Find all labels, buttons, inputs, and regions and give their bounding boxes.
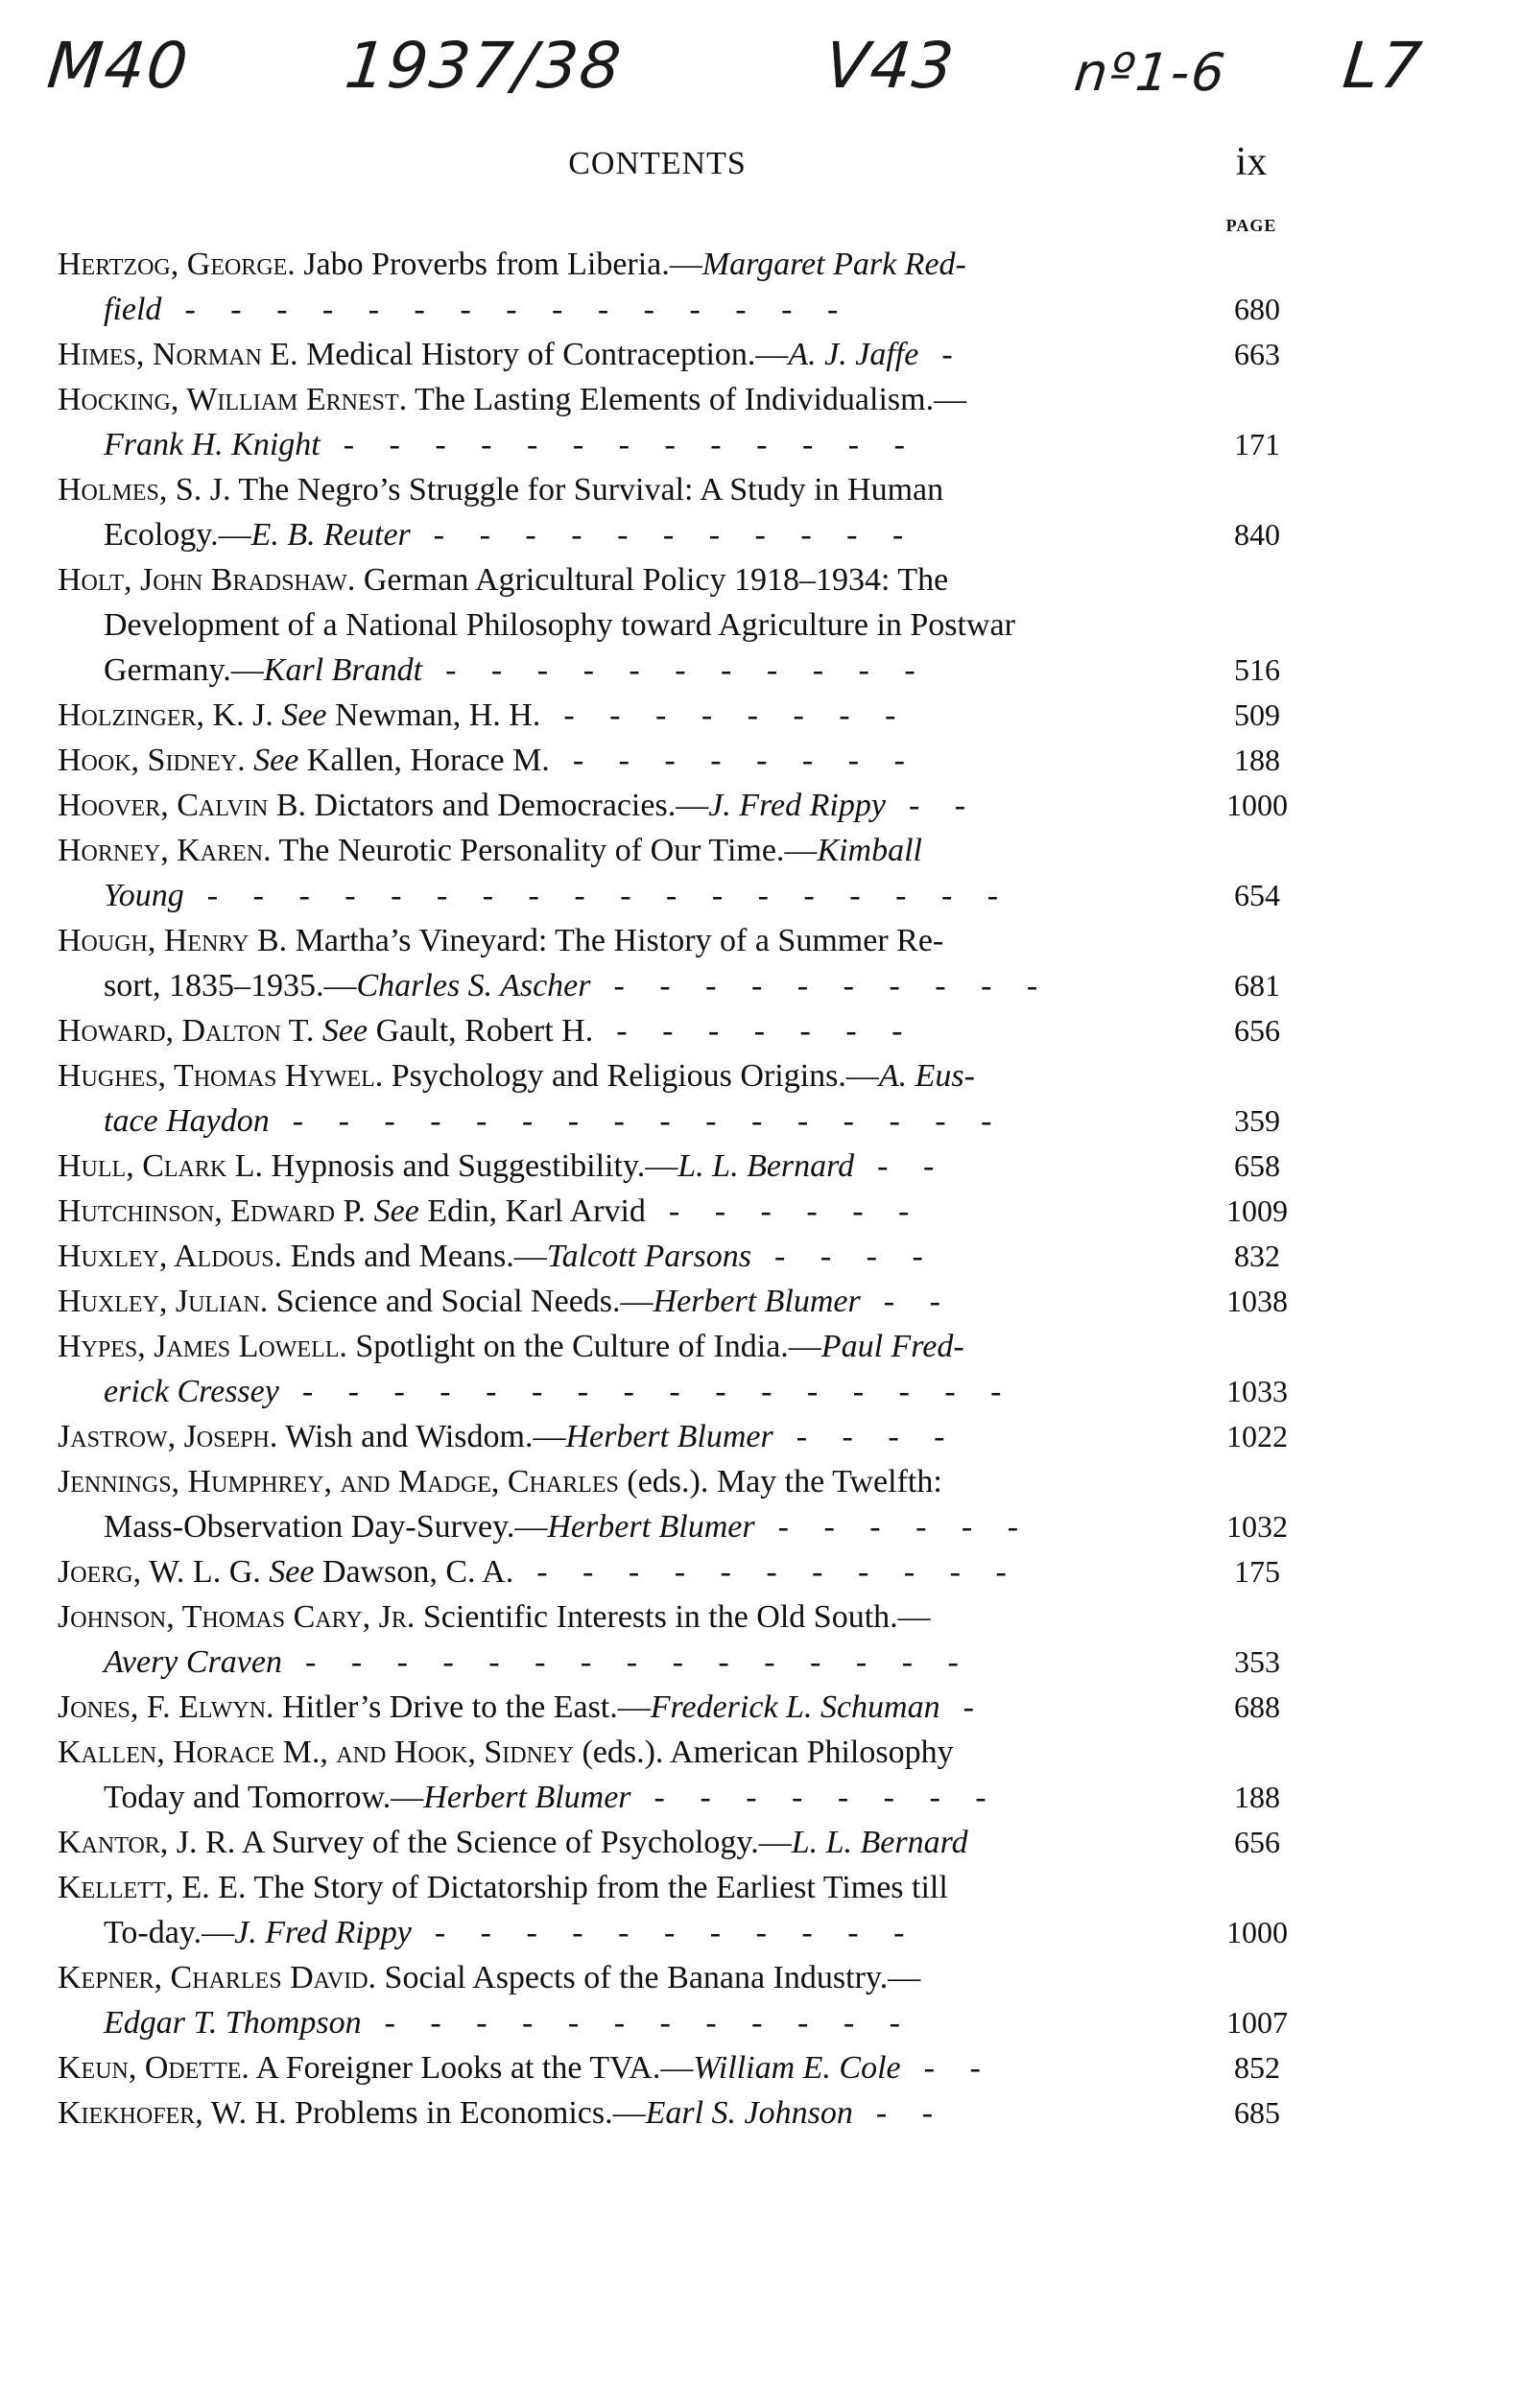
leader-dots: - - <box>883 1284 954 1319</box>
entry-italic: Frederick L. Schuman <box>650 1689 940 1725</box>
entry-page-number: 658 <box>1234 1148 1280 1183</box>
entry-author: Holt, John Bradshaw. <box>58 562 356 598</box>
entry-line <box>58 1324 1300 1369</box>
entry-page-number: 680 <box>1234 292 1280 326</box>
entry-page-number: 175 <box>1234 1554 1280 1589</box>
entry-author: Keun, Odette. <box>58 2050 250 2086</box>
entry-page-number: 654 <box>1234 878 1280 912</box>
entry-author: Huxley, Aldous. <box>58 1239 283 1274</box>
entry-text: Dawson, C. A. <box>314 1554 514 1590</box>
contents-entry <box>58 377 1300 467</box>
entry-text: Problems in Economics.— <box>286 2095 646 2131</box>
entry-author: Hypes, James Lowell. <box>58 1329 347 1364</box>
contents-entry <box>58 1549 1300 1594</box>
entry-text: Medical History of Contraception.— <box>297 337 789 372</box>
leader-dots: - - - - - - - - - - - - - - - - - - <box>206 878 1012 913</box>
leader-dots: - - - - - - <box>777 1509 1033 1545</box>
entry-author: Hutchinson, Edward P. <box>58 1193 367 1229</box>
entry-line <box>58 557 1300 602</box>
contents-entry <box>58 1234 1300 1279</box>
entry-author: Kepner, Charles David. <box>58 1960 377 1995</box>
leader-dots: - - - - - - - - - - - - - - - <box>184 292 852 327</box>
entry-page-number: 1000 <box>1226 1915 1288 1949</box>
entry-italic: See <box>253 743 299 778</box>
entry-page-number: 1032 <box>1226 1509 1288 1544</box>
entry-text: The Lasting Elements of Individualism.— <box>407 382 967 417</box>
contents-entry <box>58 693 1300 738</box>
entry-italic: See <box>269 1554 315 1590</box>
entry-author: Hertzog, George. <box>58 247 296 282</box>
page-column-label: PAGE <box>1225 216 1277 235</box>
entry-italic: Talcott Parsons <box>546 1239 751 1274</box>
entry-line <box>58 1775 1300 1820</box>
contents-entry <box>58 1865 1300 1955</box>
entry-author: Holzinger, K. J. <box>58 697 273 733</box>
entry-text <box>261 1554 270 1590</box>
entry-text <box>246 743 254 778</box>
entry-italic: Herbert Blumer <box>565 1419 773 1454</box>
entry-text <box>273 697 282 733</box>
entry-line <box>58 242 1300 287</box>
leader-dots: - - - - - - - - - - - <box>536 1554 1020 1590</box>
entry-author: Himes, Norman E. <box>58 337 298 372</box>
entry-italic: See <box>321 1013 368 1049</box>
entry-line <box>58 1279 1300 1324</box>
contents-entry <box>58 738 1300 783</box>
leader-dots: - - <box>923 2050 994 2086</box>
entry-line <box>58 377 1300 422</box>
entry-line <box>58 738 1300 783</box>
contents-entry <box>58 1144 1300 1189</box>
entry-line <box>58 1910 1300 1955</box>
entry-italic: See <box>373 1193 419 1229</box>
leader-dots: - <box>963 1689 987 1725</box>
contents-entry <box>58 1324 1300 1414</box>
entry-author: Kantor, J. R. <box>58 1825 236 1860</box>
entry-author: Jennings, Humphrey, and Madge, Charles <box>58 1464 619 1499</box>
page-title: CONTENTS <box>568 146 747 181</box>
entry-text: Today and Tomorrow.— <box>104 1780 424 1815</box>
contents-entry <box>58 1955 1300 2045</box>
entry-text: The Neurotic Personality of Our Time.— <box>271 833 818 868</box>
entry-text: sort, 1835–1935.— <box>104 968 357 1003</box>
leader-dots: - - - - - - - - - - - - - - - - <box>301 1374 1015 1409</box>
entry-line <box>58 2000 1300 2045</box>
entry-line <box>58 1008 1300 1053</box>
entry-italic: field <box>104 292 162 327</box>
entry-line <box>58 467 1300 512</box>
entry-author: Huxley, Julian. <box>58 1284 269 1319</box>
entry-line <box>58 1730 1300 1775</box>
entry-author: Holmes, S. J. <box>58 472 231 508</box>
entry-author: Hull, Clark L. <box>58 1148 263 1184</box>
annotation-mark-2: 1937/38 <box>341 29 627 103</box>
entry-page-number: 516 <box>1234 652 1280 687</box>
entry-italic: Karl Brandt <box>263 652 423 688</box>
entry-page-number: 359 <box>1234 1103 1280 1138</box>
entry-italic: J. Fred Rippy <box>234 1915 412 1950</box>
entry-line <box>58 783 1300 828</box>
entry-line <box>58 1865 1300 1910</box>
entry-italic: Margaret Park Red- <box>701 247 966 282</box>
entry-author: Jones, F. Elwyn. <box>58 1689 274 1725</box>
entry-italic: Frank H. Knight <box>104 427 321 462</box>
contents-entry <box>58 1685 1300 1730</box>
entry-italic: Charles S. Ascher <box>356 968 591 1003</box>
entry-italic: Herbert Blumer <box>547 1509 755 1545</box>
entry-author: Howard, Dalton T. <box>58 1013 315 1049</box>
entry-line <box>58 602 1300 648</box>
entry-text: A Survey of the Science of Psychology.— <box>235 1825 792 1860</box>
entry-italic: L. L. Bernard <box>791 1825 968 1860</box>
entry-text: Martha’s Vineyard: The History of a Summer Re- <box>287 923 944 958</box>
contents-entry <box>58 2045 1300 2090</box>
entry-text: Ecology.— <box>104 517 251 553</box>
entry-line <box>58 2045 1300 2090</box>
contents-entry <box>58 1414 1300 1459</box>
leader-dots: - - <box>875 2095 947 2131</box>
entry-text: Germany.— <box>104 652 264 688</box>
leader-dots: - - <box>877 1148 948 1184</box>
entry-page-number: 1000 <box>1226 788 1288 822</box>
annotation-mark-4: nº1-6 <box>1071 42 1230 103</box>
entry-italic: Herbert Blumer <box>423 1780 631 1815</box>
entry-text: Psychology and Religious Origins.— <box>383 1058 879 1094</box>
contents-entry <box>58 1008 1300 1053</box>
entry-line <box>58 422 1300 467</box>
entry-author: Kallen, Horace M., and Hook, Sidney <box>58 1735 574 1770</box>
entry-line <box>58 1234 1300 1279</box>
entry-line <box>58 648 1300 693</box>
leader-dots: - - - - - - - - - - - <box>433 517 917 553</box>
entry-line <box>58 873 1300 918</box>
leader-dots: - - - - - - - - - - - - - <box>343 427 918 462</box>
entry-page-number: 688 <box>1234 1689 1280 1724</box>
entry-text: Hitler’s Drive to the East.— <box>273 1689 651 1725</box>
entry-italic: Herbert Blumer <box>653 1284 861 1319</box>
entry-text: Science and Social Needs.— <box>268 1284 654 1319</box>
entry-line <box>58 963 1300 1008</box>
entry-italic: erick Cressey <box>104 1374 279 1409</box>
entry-line <box>58 1594 1300 1640</box>
leader-dots: - - - - - - - - - - - - - - - - <box>292 1103 1006 1139</box>
entry-author: Hough, Henry B. <box>58 923 288 958</box>
entry-italic: A. Eus- <box>878 1058 975 1094</box>
leader-dots: - - - - - - - - - - - <box>434 1915 918 1950</box>
leader-dots: - <box>941 337 966 372</box>
entry-text: Wish and Wisdom.— <box>277 1419 566 1454</box>
annotation-mark-3: V43 <box>820 29 960 103</box>
entry-author: Horney, Karen. <box>58 833 272 868</box>
entry-author: Hoover, Calvin B. <box>58 788 307 823</box>
contents-entry <box>58 242 1300 332</box>
contents-entry <box>58 1279 1300 1324</box>
entry-text: To-day.— <box>104 1915 235 1950</box>
leader-dots: - - - - - - - - - - - - - - - <box>305 1644 972 1680</box>
annotation-mark-1: M40 <box>43 29 193 103</box>
entry-text: Spotlight on the Culture of India.— <box>346 1329 821 1364</box>
entry-line <box>58 1549 1300 1594</box>
leader-dots: - - - - <box>796 1419 959 1454</box>
contents-entry <box>58 1459 1300 1549</box>
entry-line <box>58 1369 1300 1414</box>
entry-text: Edin, Karl Arvid <box>418 1193 646 1229</box>
entry-italic: tace Haydon <box>104 1103 270 1139</box>
leader-dots: - - - - - - - - <box>572 743 918 778</box>
entry-text <box>314 1013 322 1049</box>
entry-text: Kallen, Horace M. <box>298 743 550 778</box>
leader-dots: - - - - - - - <box>616 1013 916 1049</box>
entry-line <box>58 1955 1300 2000</box>
entry-line <box>58 332 1300 377</box>
contents-entry <box>58 467 1300 557</box>
entry-page-number: 663 <box>1234 337 1280 371</box>
entry-page-number: 852 <box>1234 2050 1280 2085</box>
entry-page-number: 353 <box>1234 1644 1280 1679</box>
entry-line <box>58 1685 1300 1730</box>
entry-text: Mass-Observation Day-Survey.— <box>104 1509 548 1545</box>
entry-italic: William E. Cole <box>693 2050 901 2086</box>
entry-line <box>58 1189 1300 1234</box>
entry-line <box>58 1640 1300 1685</box>
leader-dots: - - - - <box>774 1239 937 1274</box>
entry-text: Gault, Robert H. <box>368 1013 594 1049</box>
entry-page-number: 188 <box>1234 743 1280 777</box>
entry-text: (eds.). American Philosophy <box>573 1735 954 1770</box>
entry-page-number: 1038 <box>1226 1284 1288 1318</box>
entry-text: German Agricultural Policy 1918–1934: The <box>355 562 949 598</box>
entry-text: Newman, H. H. <box>326 697 541 733</box>
contents-list <box>58 242 1300 2136</box>
annotation-mark-5: L7 <box>1339 29 1427 103</box>
entry-italic: J. Fred Rippy <box>708 788 886 823</box>
entry-page-number: 1009 <box>1226 1193 1288 1228</box>
entry-italic: L. L. Bernard <box>677 1148 855 1184</box>
contents-entry <box>58 1594 1300 1685</box>
entry-italic: Earl S. Johnson <box>645 2095 853 2131</box>
leader-dots: - - <box>908 788 980 823</box>
entry-italic: See <box>281 697 327 733</box>
entry-author: Joerg, W. L. G. <box>58 1554 261 1590</box>
contents-entry <box>58 332 1300 377</box>
entry-text: Scientific Interests in the Old South.— <box>415 1599 931 1635</box>
entry-italic: A. J. Jaffe <box>788 337 919 372</box>
entry-page-number: 171 <box>1234 427 1280 461</box>
entry-page-number: 1033 <box>1226 1374 1288 1408</box>
leader-dots: - - - - - - - - - - - <box>445 652 929 688</box>
entry-text <box>366 1193 374 1229</box>
contents-entry <box>58 1730 1300 1820</box>
entry-text: The Story of Dictatorship from the Earliest Times till <box>246 1870 948 1905</box>
entry-page-number: 509 <box>1234 697 1280 732</box>
contents-entry <box>58 557 1300 693</box>
entry-page-number: 840 <box>1234 517 1280 552</box>
entry-text: Jabo Proverbs from Liberia.— <box>295 247 702 282</box>
entry-page-number: 1022 <box>1226 1419 1288 1453</box>
entry-italic: Paul Fred- <box>820 1329 964 1364</box>
contents-entry <box>58 2090 1300 2136</box>
entry-text: Development of a National Philosophy toward Agriculture in Postwar <box>104 607 1015 643</box>
entry-line <box>58 512 1300 557</box>
entry-line <box>58 918 1300 963</box>
entry-line <box>58 1459 1300 1504</box>
entry-text: (eds.). May the Twelfth: <box>618 1464 942 1499</box>
entry-author: Kiekhofer, W. H. <box>58 2095 287 2131</box>
entry-page-number: 656 <box>1234 1013 1280 1048</box>
entry-page-number: 685 <box>1234 2095 1280 2130</box>
contents-entry <box>58 918 1300 1008</box>
contents-entry <box>58 1189 1300 1234</box>
entry-text: Ends and Means.— <box>282 1239 547 1274</box>
entry-line <box>58 1144 1300 1189</box>
entry-line <box>58 2090 1300 2136</box>
entry-line <box>58 1504 1300 1549</box>
entry-author: Kellett, E. E. <box>58 1870 247 1905</box>
contents-entry <box>58 783 1300 828</box>
entry-author: Hocking, William Ernest. <box>58 382 408 417</box>
entry-text: Social Aspects of the Banana Industry.— <box>376 1960 921 1995</box>
leader-dots: - - - - - - <box>668 1193 923 1229</box>
leader-dots: - - - - - - - - <box>654 1780 1000 1815</box>
entry-page-number: 656 <box>1234 1825 1280 1859</box>
contents-entry <box>58 1053 1300 1144</box>
entry-text: Dictators and Democracies.— <box>306 788 709 823</box>
entry-page-number: 681 <box>1234 968 1280 1003</box>
entry-line <box>58 1053 1300 1098</box>
entry-author: Hook, Sidney. <box>58 743 246 778</box>
entry-italic: E. B. Reuter <box>250 517 411 553</box>
contents-entry <box>58 1820 1300 1865</box>
entry-text: Hypnosis and Suggestibility.— <box>262 1148 678 1184</box>
entry-page-number: 1007 <box>1226 2005 1288 2040</box>
entry-line <box>58 693 1300 738</box>
contents-entry <box>58 828 1300 918</box>
entry-page-number: 188 <box>1234 1780 1280 1814</box>
leader-dots: - - - - - - - - - - <box>613 968 1052 1003</box>
entry-text: The Negro’s Struggle for Survival: A Study in Human <box>230 472 944 508</box>
entry-italic: Avery Craven <box>104 1644 282 1680</box>
entry-text: A Foreigner Looks at the TVA.— <box>249 2050 694 2086</box>
entry-line <box>58 828 1300 873</box>
entry-page-number: 832 <box>1234 1239 1280 1273</box>
entry-line <box>58 1098 1300 1144</box>
entry-author: Jastrow, Joseph. <box>58 1419 278 1454</box>
entry-author: Johnson, Thomas Cary, Jr. <box>58 1599 416 1635</box>
leader-dots: - - - - - - - - - - - - <box>384 2005 914 2041</box>
entry-author: Hughes, Thomas Hywel. <box>58 1058 384 1094</box>
entry-line <box>58 1820 1300 1865</box>
entry-italic: Young <box>104 878 184 913</box>
entry-italic: Edgar T. Thompson <box>104 2005 362 2041</box>
entry-italic: Kimball <box>817 833 923 868</box>
page-folio: ix <box>1235 140 1268 184</box>
leader-dots: - - - - - - - - <box>563 697 910 733</box>
entry-line <box>58 1414 1300 1459</box>
entry-line <box>58 287 1300 332</box>
